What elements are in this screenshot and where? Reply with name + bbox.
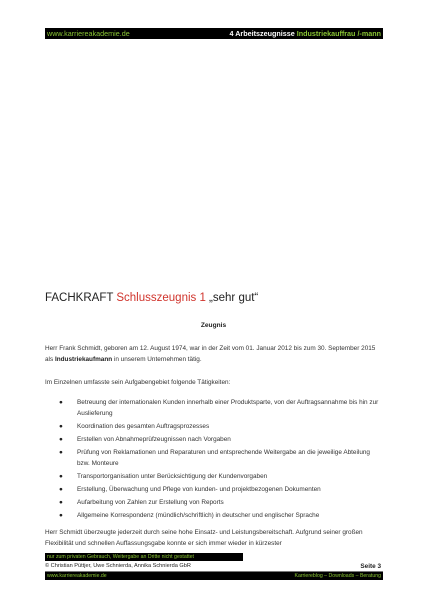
section-title-prefix: FACHKRAFT xyxy=(45,292,117,304)
intro-text-start: Herr Frank Schmidt, geboren am 12. August 1974, war in der Zeit vom 01. Januar 2012 bis zum 30. September 2015 als xyxy=(45,345,376,363)
closing-paragraph: Herr Schmidt überzeugte jederzeit durch seine hohe Einsatz- und Leistungsbereitschaft. Aufgrund seiner großen Flexibilität und schnellen Auffassungsgabe konnte er sich immer wieder in kürzester xyxy=(45,529,363,547)
list-item xyxy=(45,472,383,483)
bullet-icon: ● xyxy=(59,399,63,406)
footer-usage-note: nur zum privaten Gebrauch, Weitergabe an Dritte nicht gestattet xyxy=(45,553,243,561)
footer-blog-links: Karriereblog – Downloads – Beratung xyxy=(294,573,381,579)
page-number: Seite 3 xyxy=(360,562,381,570)
list-item-text: Prüfung von Reklamationen und Reparaturen und entsprechende Weitergabe an die jeweilige Abteilung bzw. Monteure xyxy=(77,449,370,467)
list-item xyxy=(45,498,383,509)
list-item-text: Betreuung der internationalen Kunden innerhalb einer Produktsparte, von der Auftragsannahme bis hin zur Auslieferung xyxy=(77,399,379,417)
intro-paragraph xyxy=(45,344,383,365)
bullet-icon: ● xyxy=(59,499,63,507)
header-topic-prefix: 4 Arbeitszeugnisse xyxy=(229,29,297,38)
list-item xyxy=(45,485,383,496)
intro-text-end: in unserem Unternehmen tätig. xyxy=(112,355,202,363)
list-item-text: Erstellen von Abnahmeprüfzeugnissen nach Vorgaben xyxy=(77,435,231,443)
list-item xyxy=(45,422,383,433)
bullet-icon: ● xyxy=(59,512,63,520)
footer-copyright-line xyxy=(45,561,383,572)
document-heading: Zeugnis xyxy=(200,322,227,329)
list-item-text: Erstellung, Überwachung und Pflege von kunden- und projektbezogenen Dokumenten xyxy=(77,485,321,493)
list-item-text: Aufarbeitung von Zahlen zur Erstellung von Reports xyxy=(77,499,224,507)
bullet-icon: ● xyxy=(59,485,63,493)
list-item-text: Koordination des gesamten Auftragsprozesses xyxy=(77,422,210,430)
intro-job-title: Industriekaufmann xyxy=(54,355,113,363)
list-item xyxy=(45,511,383,522)
section-title-red: Schlusszeugnis 1 xyxy=(116,292,206,304)
list-item xyxy=(45,435,383,446)
tasks-intro: Im Einzelnen umfasste sein Aufgabengebiet folgende Tätigkeiten: xyxy=(45,379,231,386)
list-item-text: Allgemeine Korrespondenz (mündlich/schriftlich) in deutscher und englischer Sprache xyxy=(77,512,320,520)
bullet-icon: ● xyxy=(59,449,63,457)
bullet-icon: ● xyxy=(59,435,63,443)
footer-website: www.karriereakademie.de xyxy=(47,573,107,579)
task-list xyxy=(45,398,383,525)
header-topic xyxy=(229,28,383,39)
section-title xyxy=(45,292,258,304)
bullet-icon: ● xyxy=(59,472,63,480)
footer-copyright: © Christian Püttjer, Uwe Schnierda, Annika Schnierda GbR xyxy=(45,563,191,569)
list-item xyxy=(45,448,383,469)
list-item xyxy=(45,398,383,419)
header-topic-highlight: Industriekauffrau /-mann xyxy=(296,29,381,38)
list-item-text: Transportorganisation unter Berücksichtigung der Kundenvorgaben xyxy=(77,472,268,480)
section-title-suffix: „sehr gut“ xyxy=(205,292,259,304)
page-header xyxy=(45,28,383,39)
footer-bar xyxy=(45,572,383,580)
header-website: www.karriereakademie.de xyxy=(47,29,130,38)
bullet-icon: ● xyxy=(59,422,63,430)
